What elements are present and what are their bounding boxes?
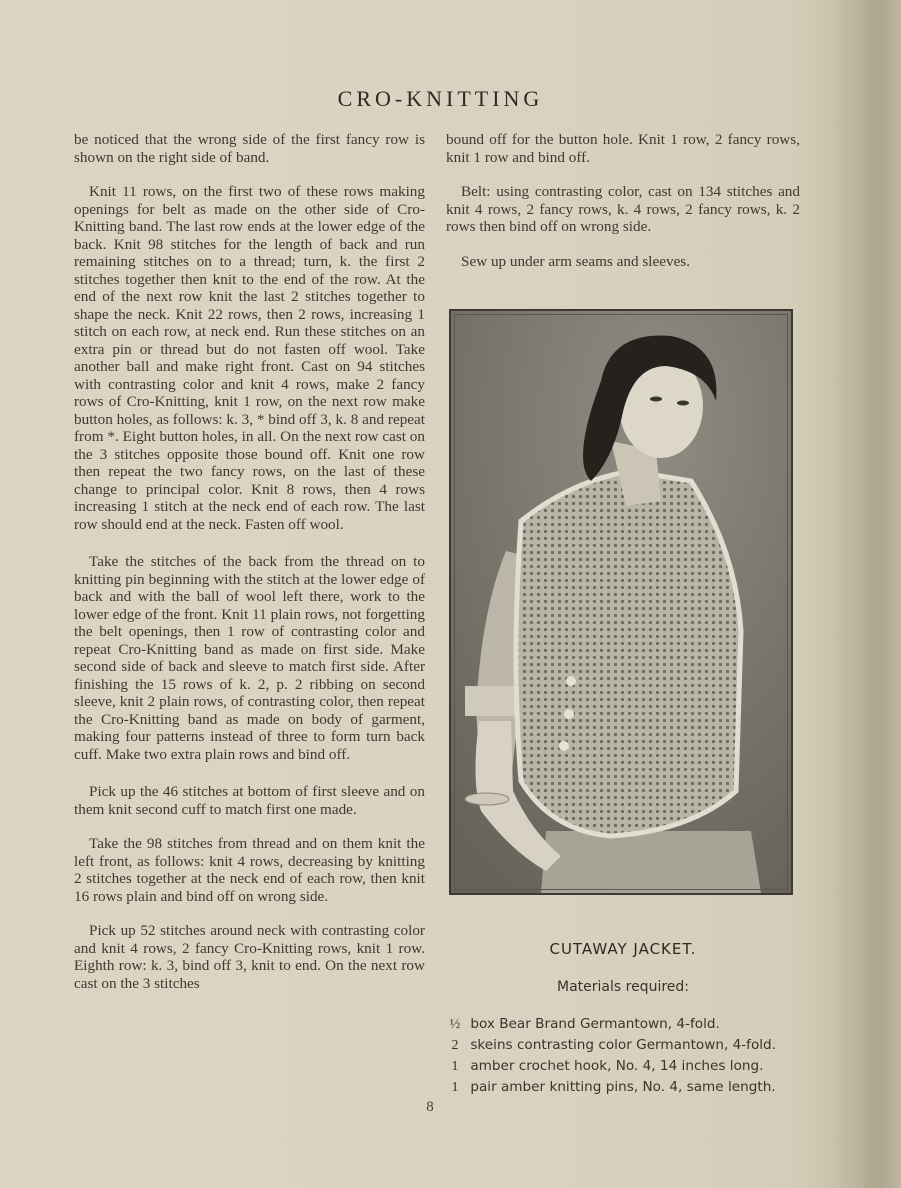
material-quantity: 2 [451,1038,459,1053]
material-description: amber crochet hook, No. 4, 14 inches long. [470,1058,764,1074]
materials-item [444,1035,814,1056]
jacket-photograph [449,309,793,895]
page-edge-shadow [831,0,901,1188]
paragraph: Pick up the 46 stitches at bottom of first sleeve and on them knit second cuff to match first one made. [74,783,425,818]
paragraph: Take the 98 stitches from thread and on them knit the left front, as follows: knit 4 rows, decreasing by knitting 2 stitches together at the neck end of each row, then knit 16 rows plain and bind off on wrong side. [74,835,425,905]
page-number: 8 [426,1099,434,1115]
materials-item [444,1077,814,1098]
paragraph: bound off for the button hole. Knit 1 row, 2 fancy rows, knit 1 row and bind off. [446,131,800,166]
paragraph: be noticed that the wrong side of the first fancy row is shown on the right side of band. [74,131,425,166]
materials-list [444,1014,814,1098]
section-title: CUTAWAY JACKET. [549,940,697,958]
material-quantity: ½ [449,1017,461,1032]
material-description: skeins contrasting color Germantown, 4-fold. [470,1037,777,1053]
material-description: box Bear Brand Germantown, 4-fold. [470,1016,720,1032]
materials-item [444,1014,814,1035]
left-column [74,131,425,1009]
running-head: CRO-KNITTING [337,86,544,111]
right-column [446,131,800,287]
paragraph: Take the stitches of the back from the thread on to knitting pin beginning with the stitch at the lower edge of back and with the ball of wool left there, work to the lower edge of the front. Knit 11 plain rows, not forgetting the belt openings, then 1 row of contrasting color and repeat Cro-Knitting band as made on first side. Make second side of back and sleeve to match first side. After finishing the 15 rows of k. 2, p. 2 ribbing on second sleeve, knit 2 plain rows, of contrasting color, then repeat the Cro-Knitting band as made on body of garment, making four patterns instead of three to form turn back cuff. Make two extra plain rows and bind off. [74,553,425,763]
material-quantity: 1 [451,1080,459,1095]
material-description: pair amber knitting pins, No. 4, same length. [470,1079,776,1095]
photo-frame [454,314,788,890]
materials-label: Materials required: [557,979,689,995]
paragraph: Sew up under arm seams and sleeves. [461,252,691,270]
material-quantity: 1 [451,1059,459,1074]
paragraph: Knit 11 rows, on the first two of these rows making openings for belt as made on the other side of Cro-Knitting band. The last row ends at the lower edge of the back. Knit 98 stitches for the length of back and run remaining stitches on to a thread; turn, k. the first 2 stitches together then knit to the end of the row. At the end of the next row knit the last 2 stitches together to shape the neck. Knit 22 rows, then 2 rows, increasing 1 stitch on each row, at neck end. Run these stitches on an extra pin or thread but do not fasten off wool. Take another ball and make right front. Cast on 94 stitches with contrasting color and knit 4 rows, make 2 fancy rows of Cro-Knitting, knit 1 row, on the next row make button holes, as follows: k. 3, * bind off 3, k. 8 and repeat from *. Eight button holes, in all. On the next row cast on the 3 stitches opposite those bound off. Knit one row then repeat the two fancy rows, on the last of these change to principal color. Knit 8 rows, then 4 rows increasing 1 stitch at the neck end of each row. The last row should end at the neck. Fasten off wool. [74,183,425,533]
paragraph: Pick up 52 stitches around neck with contrasting color and knit 4 rows, 2 fancy Cro-Knitting rows, knit 1 row. Eighth row: k. 3, bind off 3, knit to end. On the next row cast on the 3 stitches [74,922,425,992]
paragraph: Belt: using contrasting color, cast on 134 stitches and knit 4 rows, 2 fancy rows, k. 4 rows, 2 fancy rows, k. 2 rows then bind off on wrong side. [446,183,800,235]
materials-item [444,1056,814,1077]
